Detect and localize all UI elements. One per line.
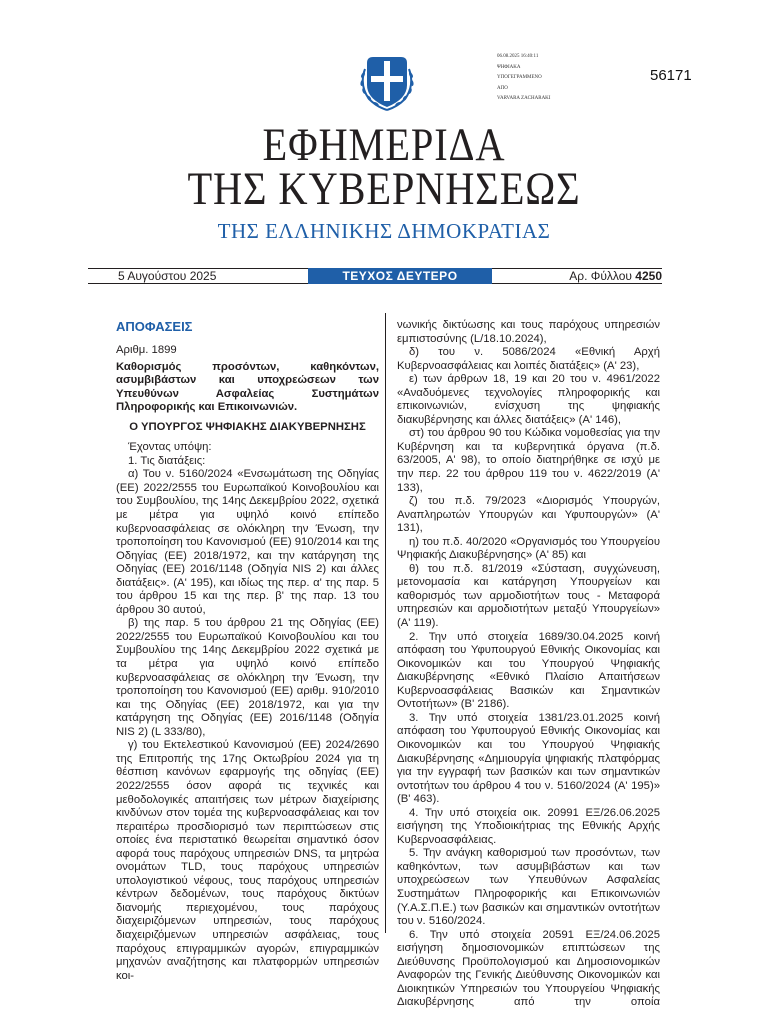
- paragraph: δ) του ν. 5086/2024 «Εθνική Αρχή Κυβερνοασφάλειας και λοιπές διατάξεις» (Α' 23),: [397, 346, 660, 372]
- paragraph: Έχοντας υπόψη:: [128, 441, 212, 454]
- paragraph: β) της παρ. 5 του άρθρου 21 της Οδηγίας (ΕΕ) 2022/2555 του Ευρωπαϊκού Κοινοβουλίου και του Συμβουλίου της 14ης Δεκεμβρίου 2022 σχετικά με τα μέτρα για υψηλό κοινό επίπεδο κυβερνοασφάλειας σε ολόκληρη την Ένωση, την τροποποίηση του Κανονισμού (ΕΕ) αριθμ. 910/2010 και της Οδηγίας (ΕΕ) 2018/1972, και για την κατάργηση της Οδηγίας (ΕΕ) 2016/1148 (Οδηγία NIS 2) (L 333/80),: [116, 617, 379, 738]
- decision-number: Αριθμ. 1899: [116, 344, 177, 356]
- decision-title: Καθορισμός προσόντων, καθηκόντων, ασυμβιβάστων και υποχρεώσεων των Υπευθύνων Ασφαλείας Συστημάτων Πληροφορικής και Επικοινωνιών.: [116, 360, 379, 414]
- paragraph: νωνικής δικτύωσης και τους παρόχους υπηρεσιών εμπιστοσύνης (L/18.10.2024),: [397, 319, 660, 345]
- minister-heading: Ο ΥΠΟΥΡΓΟΣ ΨΗΦΙΑΚΗΣ ΔΙΑΚΥΒΕΡΝΗΣΗΣ: [129, 420, 366, 433]
- section-heading: ΑΠΟΦΑΣΕΙΣ: [116, 319, 193, 334]
- paragraph: θ) του π.δ. 81/2019 «Σύσταση, συγχώνευση, μετονομασία και κατάργηση Υπουργείων και καθορισμός των αρμοδιοτήτων τους - Μεταφορά υπηρεσιών και αρμοδιοτήτων μεταξύ Υπουργείων» (Α' 119).: [397, 562, 660, 630]
- left-column: [116, 319, 379, 983]
- paragraph: ε) των άρθρων 18, 19 και 20 του ν. 4961/2022 «Αναδυόμενες τεχνολογίες πληροφορικής και επικοινωνιών, ενίσχυση της ψηφιακής διακυβέρνησης και άλλες διατάξεις» (Α' 146),: [397, 373, 660, 426]
- sheet-number-value: 4250: [635, 269, 662, 283]
- issue-info-bar: [88, 268, 662, 284]
- paragraph: 5. Την ανάγκη καθορισμού των προσόντων, των καθηκόντων, των ασυμβιβάστων και των υποχρεώσεων των Υπευθύνων Ασφαλείας Συστημάτων Πληροφορικής και Επικοινωνιών (Υ.Α.Σ.Π.Ε.) των βασικών και σημαντικών οντοτήτων του ν. 5160/2024.: [397, 847, 660, 928]
- gazette-subtitle: ΤΗΣ ΕΛΛΗΝΙΚΗΣ ΔΗΜΟΚΡΑΤΙΑΣ: [217, 219, 551, 243]
- paragraph: 4. Την υπό στοιχεία οικ. 20991 ΕΞ/26.06.2025 εισήγηση της Υποδιοικήτριας της Εθνικής Αρχής Κυβερνοασφάλειας.: [397, 806, 660, 846]
- signature-line: ΑΠΟ: [497, 85, 508, 91]
- paragraph: 1. Τις διατάξεις:: [128, 454, 206, 467]
- greek-coat-of-arms-icon: [357, 51, 417, 113]
- paragraph: γ) του Εκτελεστικού Κανονισμού (ΕΕ) 2024/2690 της Επιτροπής της 17ης Οκτωβρίου 2024 για τη θέσπιση κανόνων εφαρμογής της οδηγίας (ΕΕ) 2022/2555 όσον αφορά τις τεχνικές και μεθοδολογικές απαιτήσεις των μέτρων διαχείρισης κινδύνων στον τομέα της κυβερνοασφάλειας και τον περαιτέρω προσδιορισμό των περιπτώσεων στις οποίες ένα περιστατικό θεωρείται σημαντικό όσον αφορά τους παρόχους υπηρεσιών DNS, τα μητρώα ονομάτων TLD, τους παρόχους υπηρεσιών υπολογιστικού νέφους, τους παρόχους υπηρεσιών κέντρων δεδομένων, τους παρόχους δικτύων διανομής περιεχομένου, τους παρόχους διαχειριζόμενων υπηρεσιών, τους παρόχους διαχειριζόμενων υπηρεσιών ασφάλειας, τους παρόχους επιγραμμικών αγορών, επιγραμμικών μηχανών αναζήτησης και πλατφορμών υπηρεσιών κοι-: [116, 739, 379, 982]
- paragraph: 6. Την υπό στοιχεία 20591 ΕΞ/24.06.2025 εισήγηση δημοσιονομικών επιπτώσεων της Διεύθυνσης Προϋπολογισμού και Δημοσιονομικών Αναφορών της Γενικής Διεύθυνσης Οικονομικών και Διοικητικών Υπηρεσιών του Υπουργείου Ψηφιακής Διακυβέρνησης από την οποία: [397, 928, 660, 1009]
- gazette-title-line1: ΕΦΗΜΕΡΙΔΑ: [262, 119, 506, 171]
- signature-line: ΨΗΦΙΑΚΑ: [497, 64, 521, 70]
- right-column: [397, 319, 660, 1010]
- paragraph: ζ) του π.δ. 79/2023 «Διορισμός Υπουργών, Αναπληρωτών Υπουργών και Υφυπουργών» (Α' 131),: [397, 495, 660, 535]
- sheet-number: [569, 269, 662, 283]
- paragraph: α) Του ν. 5160/2024 «Ενσωμάτωση της Οδηγίας (ΕΕ) 2022/2555 του Ευρωπαϊκού Κοινοβουλίου και του Συμβουλίου, της 14ης Δεκεμβρίου 2022, σχετικά με μέτρα για υψηλό κοινό επίπεδο κυβερνοασφάλειας σε ολόκληρη την Ένωση, την τροποποίηση του Κανονισμού (ΕΕ) 910/2014 και της Οδηγίας (ΕΕ) 2018/1972, και την κατάργηση της Οδηγίας (ΕΕ) 2016/1148 (Οδηγία NIS 2) και άλλες διατάξεις». (Α' 195), και ιδίως της περ. α' της παρ. 5 του άρθρου 15 και της περ. β' της παρ. 13 του άρθρου 30 αυτού,: [116, 468, 379, 616]
- paragraph: 2. Την υπό στοιχεία 1689/30.04.2025 κοινή απόφαση του Υφυπουργού Εθνικής Οικονομίας και Οικονομικών και του Υπουργού Ψηφιακής Διακυβέρνησης «Εθνικό Πλαίσιο Απαιτήσεων Κυβερνοασφάλειας Βασικών και Σημαντικών Οντοτήτων» (Β' 2186).: [397, 630, 660, 711]
- paragraph: η) του π.δ. 40/2020 «Οργανισμός του Υπουργείου Ψηφιακής Διακυβέρνησης» (Α' 85) και: [397, 535, 660, 562]
- digital-signature-stamp: [497, 52, 577, 105]
- issue-date: 5 Αυγούστου 2025: [118, 269, 217, 283]
- signature-line: VARVARA ZACHARAKI: [497, 96, 551, 101]
- sheet-label: Αρ. Φύλλου: [569, 269, 632, 283]
- signature-line: 06.08.2025 16:40:11: [497, 54, 539, 59]
- issue-type-badge: ΤΕΥΧΟΣ ΔΕΥΤΕΡΟ: [308, 268, 492, 284]
- paragraph: 3. Την υπό στοιχεία 1381/23.01.2025 κοινή απόφαση του Υφυπουργού Εθνικής Οικονομίας και Οικονομικών και του Υπουργού Ψηφιακής Διακυβέρνησης «Δημιουργία ψηφιακής πλατφόρμας για την εγγραφή των βασικών και των σημαντικών οντοτήτων του άρθρου 4 του ν. 5160/2024 (Α' 195)» (Β' 463).: [397, 711, 660, 806]
- gazette-title-line2: ΤΗΣ ΚΥΒΕΡΝΗΣΕΩΣ: [187, 163, 581, 215]
- signature-line: ΥΠΟΓΕΓΡΑΜΜΕΝΟ: [497, 75, 542, 80]
- paragraph: στ) του άρθρου 90 του Κώδικα νομοθεσίας για την Κυβέρνηση και τα κυβερνητικά όργανα (π.δ. 63/2005, Α' 98), το οποίο διατηρήθηκε σε ισχύ με την περ. 22 του άρθρου 119 του ν. 4622/2019 (Α' 133),: [397, 427, 660, 494]
- issue-number: 56171: [650, 67, 692, 84]
- column-divider: [385, 313, 386, 933]
